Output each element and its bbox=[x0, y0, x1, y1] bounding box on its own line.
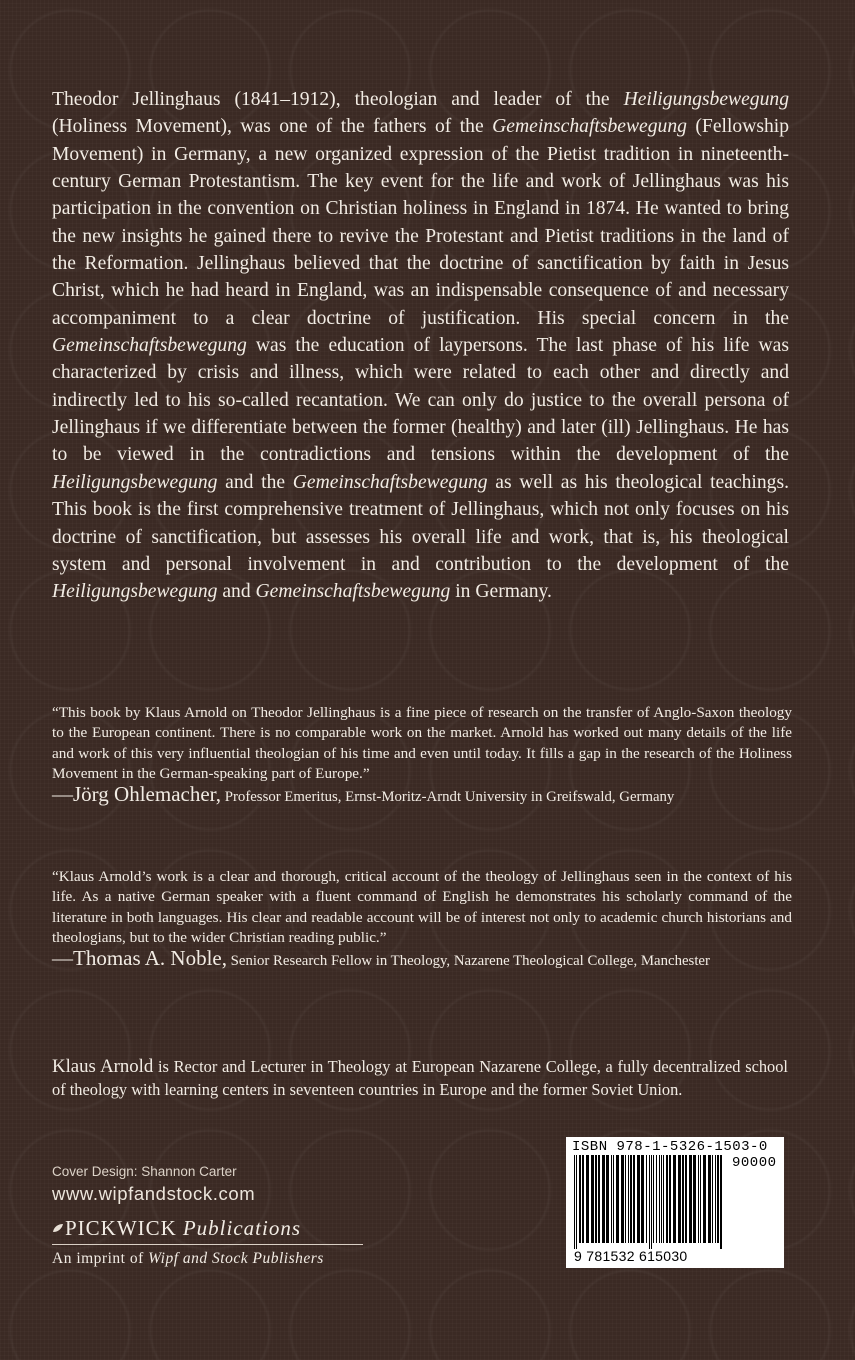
blurb-text: and bbox=[217, 581, 256, 603]
barcode-bar bbox=[703, 1155, 706, 1243]
barcode-bar bbox=[712, 1155, 713, 1243]
blurb-text: and the bbox=[217, 471, 293, 493]
imprint-publisher: Wipf and Stock Publishers bbox=[148, 1250, 324, 1267]
blurb-italic-term: Heiligungsbewegung bbox=[52, 471, 218, 493]
barcode-bar bbox=[625, 1155, 626, 1243]
barcode-bar bbox=[669, 1155, 671, 1243]
barcode-bar bbox=[700, 1155, 701, 1243]
cover-design-credit: Cover Design: Shannon Carter bbox=[52, 1164, 237, 1179]
publisher-logo bbox=[52, 1216, 382, 1240]
author-bio-text: is Rector and Lecturer in Theology at European Nazarene College, a fully decentralized school of theology with learning centers in seventeen countries in Europe and the former Soviet Union. bbox=[52, 1057, 788, 1099]
endorsement-attribution bbox=[52, 948, 792, 971]
barcode-bar bbox=[656, 1155, 657, 1243]
barcode-bar bbox=[613, 1155, 614, 1243]
barcode-bar bbox=[637, 1155, 640, 1243]
blurb-text: as well as his theological teachings. This book is the first comprehensive treatment of Jellinghaus, which not only focuses on his doctrine of sanctification, but assesses his overall life and work, that is, his theological system and personal involvement in and contribution to the development of the bbox=[52, 471, 789, 575]
blurb-italic-term: Gemeinschaftsbewegung bbox=[292, 471, 488, 493]
blurb-italic-term: Gemeinschaftsbewegung bbox=[255, 581, 451, 603]
leaf-icon bbox=[52, 1223, 64, 1234]
endorsement bbox=[52, 867, 792, 971]
price-code: 90000 bbox=[732, 1155, 777, 1171]
blurb-italic-term: Heiligungsbewegung bbox=[623, 89, 789, 110]
barcode-digits: 9 781532 615030 bbox=[574, 1248, 688, 1264]
barcode-bar bbox=[646, 1155, 647, 1243]
barcode-bar bbox=[689, 1155, 692, 1243]
barcode-bar bbox=[630, 1155, 632, 1243]
barcode-bar bbox=[678, 1155, 681, 1243]
barcode-bar bbox=[673, 1155, 676, 1243]
barcode-bar bbox=[633, 1155, 635, 1243]
barcode-bar bbox=[685, 1155, 687, 1243]
back-cover-blurb bbox=[52, 86, 789, 606]
endorser-name: —Jörg Ohlemacher, bbox=[52, 782, 222, 807]
author-bio bbox=[52, 1056, 788, 1101]
isbn-barcode bbox=[566, 1137, 784, 1268]
isbn-label: ISBN 978-1-5326-1503-0 bbox=[572, 1139, 768, 1155]
barcode-bar bbox=[576, 1155, 577, 1249]
barcode-bar bbox=[717, 1155, 719, 1243]
barcode-bar bbox=[641, 1155, 644, 1243]
barcode-bar bbox=[591, 1155, 594, 1243]
barcode-bar bbox=[661, 1155, 662, 1243]
barcode-bar bbox=[698, 1155, 699, 1243]
barcode-bar bbox=[663, 1155, 664, 1243]
imprint-prefix: An imprint of bbox=[52, 1250, 149, 1267]
blurb-text: was the education of laypersons. The last phase of his life was characterized by crisis and illness, which were related to each other and directly and indirectly led to his so-called recantation. We can only do justice to the overall persona of Jellinghaus if we differentiate between the former (healthy) and later (ill) Jellinghaus. He has to be viewed in the contradictions and tensions within the development of the bbox=[52, 335, 789, 466]
endorser-title: Senior Research Fellow in Theology, Nazarene Theological College, Manchester bbox=[226, 953, 710, 970]
barcode-bar bbox=[616, 1155, 619, 1243]
endorser-title: Professor Emeritus, Ernst-Moritz-Arndt University in Greifswald, Germany bbox=[221, 789, 675, 806]
barcode-bar bbox=[651, 1155, 652, 1249]
barcode-bar bbox=[598, 1155, 600, 1243]
endorsement-attribution bbox=[52, 784, 792, 807]
publisher-footer bbox=[52, 1164, 382, 1268]
barcode-bar bbox=[606, 1155, 609, 1243]
barcode-bar bbox=[582, 1155, 584, 1243]
barcode-bar bbox=[693, 1155, 696, 1243]
divider bbox=[52, 1244, 363, 1245]
blurb-italic-term: Heiligungsbewegung bbox=[52, 581, 218, 603]
barcode-bar bbox=[621, 1155, 624, 1243]
barcode-bar bbox=[602, 1155, 605, 1243]
barcode-bar bbox=[579, 1155, 581, 1243]
barcode-bar bbox=[666, 1155, 668, 1243]
barcode-bar bbox=[574, 1155, 575, 1249]
barcode-bar bbox=[715, 1155, 716, 1243]
barcode-bar bbox=[653, 1155, 654, 1243]
barcode-bar bbox=[586, 1155, 589, 1243]
endorsement-quote: “This book by Klaus Arnold on Theodor Jellinghaus is a fine piece of research on the transfer of Anglo-Saxon theology to the European continent. There is no comparable work on the market. Arnold has worked out many details of the life and work of this very influential theologian of his time and even until today. It fills a gap in the research of the Holiness Movement in the German-speaking part of Europe.” bbox=[52, 704, 792, 782]
blurb-text: Theodor Jellinghaus (1841–1912), theologian and leader of the bbox=[52, 89, 624, 110]
barcode-bars bbox=[572, 1155, 728, 1249]
barcode-bar bbox=[595, 1155, 597, 1243]
barcode-bar bbox=[611, 1155, 612, 1243]
blurb-text: (Holiness Movement), was one of the fathers of the bbox=[52, 116, 493, 138]
endorsement-quote: “Klaus Arnold’s work is a clear and thorough, critical account of the theology of Jellinghaus seen in the context of his life. As a native German speaker with a fluent command of English he demonstrates his scholarly command of the literature in both languages. His clear and readable account will be of interest not only to academic church historians and theologians, but to the wider Christian reading public.” bbox=[52, 868, 792, 946]
endorser-name: —Thomas A. Noble, bbox=[52, 946, 227, 971]
barcode-bar bbox=[649, 1155, 650, 1249]
barcode-bar bbox=[659, 1155, 660, 1243]
publisher-website-link[interactable]: www.wipfandstock.com bbox=[52, 1183, 256, 1204]
blurb-text: (Fellowship Movement) in Germany, a new organized expression of the Pietist tradition in nineteenth-century German Protestantism. The key event for the life and work of Jellinghaus was his participation in the convention on Christian holiness in England in 1874. He wanted to bring the new insights he gained there to revive the Protestant and Pietist traditions in the land of the Reformation. Jellinghaus believed that the doctrine of sanctification by faith in Jesus Christ, which he had heard in England, was an indispensable consequence of and necessary accompaniment to a clear doctrine of justification. His special concern in the bbox=[52, 116, 790, 329]
blurb-text: in Germany. bbox=[450, 581, 552, 603]
barcode-bar bbox=[720, 1155, 722, 1249]
barcode-bar bbox=[628, 1155, 629, 1243]
barcode-bar bbox=[682, 1155, 684, 1243]
endorsement bbox=[52, 703, 792, 807]
imprint-line bbox=[52, 1249, 382, 1268]
blurb-italic-term: Gemeinschaftsbewegung bbox=[492, 116, 687, 138]
barcode-bar bbox=[708, 1155, 711, 1243]
blurb-italic-term: Gemeinschaftsbewegung bbox=[52, 335, 247, 357]
author-name: Klaus Arnold bbox=[52, 1056, 154, 1077]
publisher-suffix: Publications bbox=[182, 1216, 302, 1240]
publisher-name: PICKWICK bbox=[65, 1216, 177, 1240]
